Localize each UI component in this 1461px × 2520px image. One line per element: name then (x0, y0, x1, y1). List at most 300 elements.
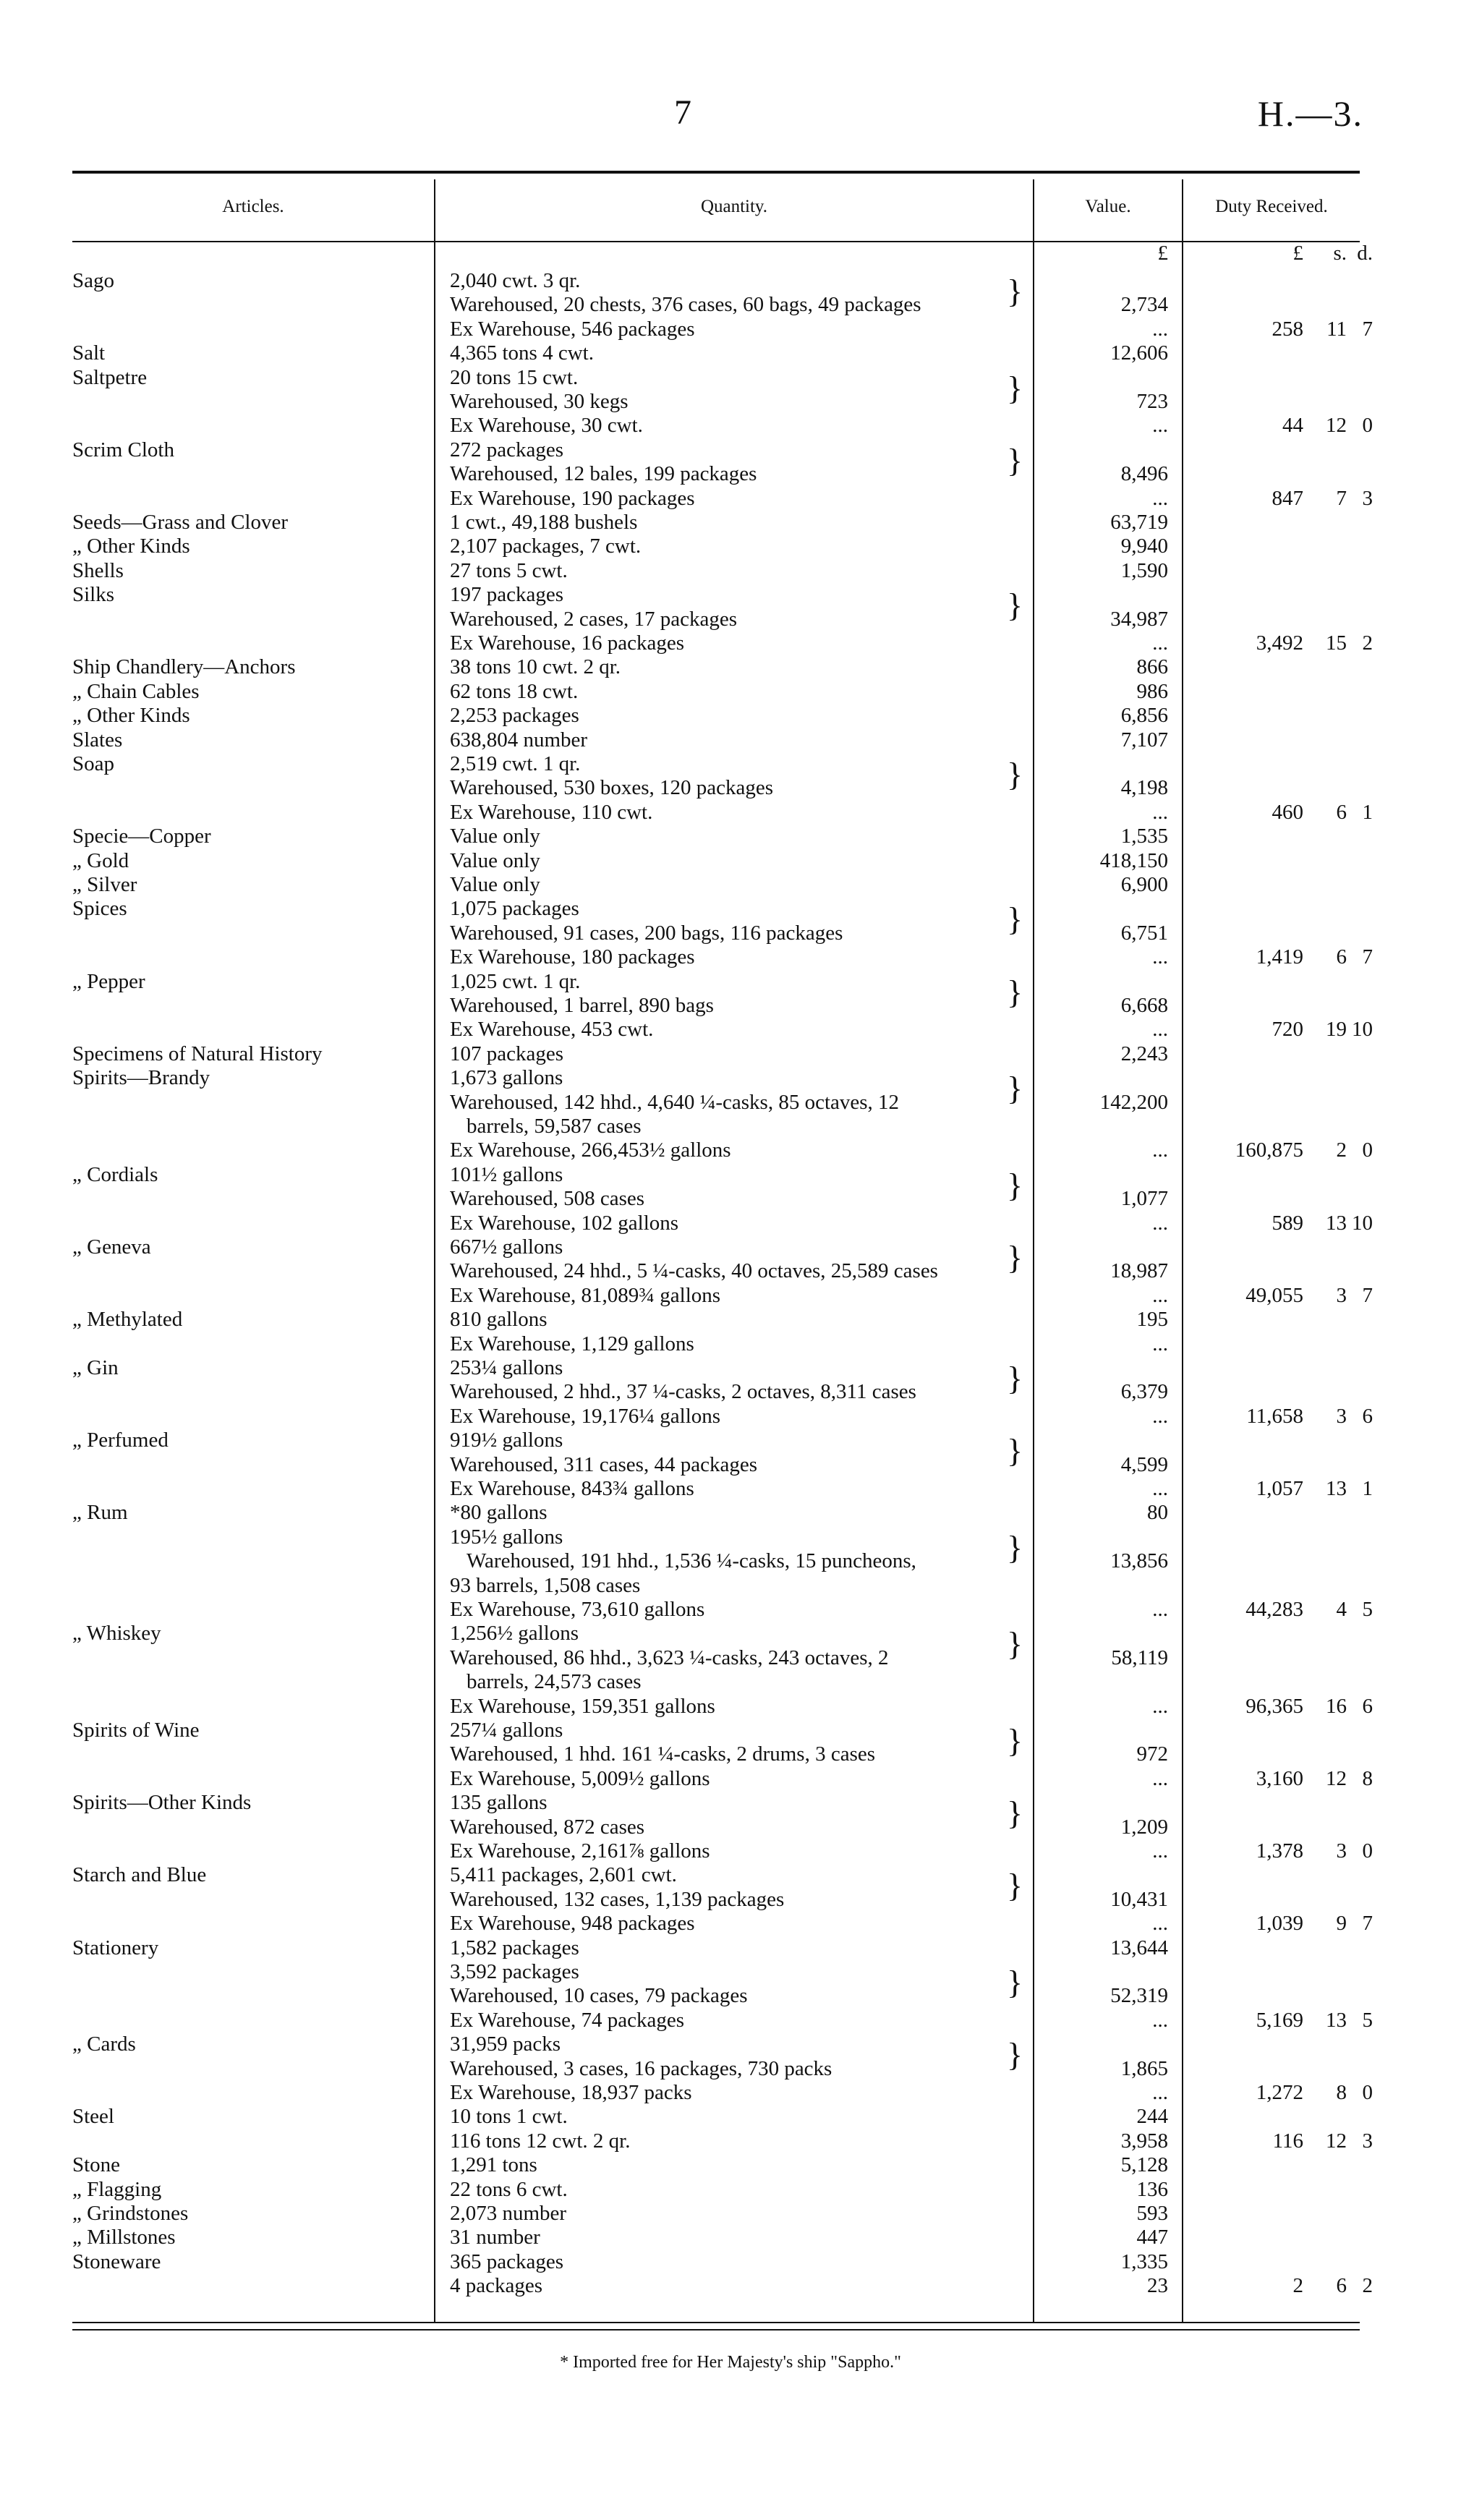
brace-glyph: } (1007, 1795, 1023, 1831)
quantity-cell: 197 packages (450, 583, 564, 606)
duty-pounds-cell: 460 (1272, 801, 1303, 824)
table-row (0, 1042, 1461, 1066)
table-row (0, 1115, 1461, 1138)
duty-pence-cell: 5 (1362, 1598, 1373, 1621)
quantity-cell: 101½ gallons (450, 1163, 563, 1186)
article-cell: „ Cards (72, 2032, 136, 2056)
quantity-cell: 810 gallons (450, 1308, 548, 1331)
value-cell: 6,856 (1120, 704, 1168, 727)
table-row (0, 921, 1461, 945)
quantity-cell: Ex Warehouse, 5,009½ gallons (450, 1767, 710, 1790)
quantity-cell: 1,025 cwt. 1 qr. (450, 970, 581, 993)
quantity-cell: 107 packages (450, 1042, 564, 1065)
quantity-cell: 4,365 tons 4 cwt. (450, 341, 594, 365)
value-cell: 866 (1136, 655, 1168, 678)
value-cell: ... (1152, 2009, 1168, 2032)
quantity-cell: 135 gallons (450, 1791, 548, 1814)
quantity-cell: 272 packages (450, 438, 564, 461)
value-cell: ... (1152, 1212, 1168, 1235)
value-cell: ... (1152, 1332, 1168, 1355)
article-cell: Soap (72, 752, 114, 775)
value-cell: 2,243 (1120, 1042, 1168, 1065)
quantity-cell: Warehoused, 3 cases, 16 packages, 730 packs (450, 2057, 832, 2080)
quantity-cell: Warehoused, 30 kegs (450, 390, 629, 413)
value-cell: 7,107 (1120, 728, 1168, 752)
table-row (0, 2009, 1461, 2032)
quantity-cell: Ex Warehouse, 102 gallons (450, 1212, 679, 1235)
value-cell: 244 (1136, 2105, 1168, 2128)
currency-row (0, 242, 1461, 265)
currency-pound-value: £ (1157, 242, 1168, 265)
table-row (0, 1839, 1461, 1863)
article-cell: „ Methylated (72, 1308, 183, 1331)
quantity-cell: barrels, 24,573 cases (467, 1670, 642, 1693)
value-cell: ... (1152, 1405, 1168, 1428)
quantity-cell: Warehoused, 1 hhd. 161 ¼-casks, 2 drums, 3 cases (450, 1742, 876, 1766)
table-row (0, 1574, 1461, 1598)
article-cell: „ Whiskey (72, 1622, 161, 1645)
quantity-cell: 22 tons 6 cwt. (450, 2178, 568, 2201)
table-row (0, 2057, 1461, 2081)
table-row (0, 1066, 1461, 1090)
article-cell: Stationery (72, 1936, 159, 1959)
value-cell: 52,319 (1110, 1984, 1168, 2007)
value-cell: 1,865 (1120, 2057, 1168, 2080)
article-cell: „ Perfumed (72, 1429, 169, 1452)
value-cell: 418,150 (1099, 849, 1168, 872)
duty-pence-cell: 7 (1362, 1284, 1373, 1307)
table-row (0, 1549, 1461, 1573)
value-cell: ... (1152, 801, 1168, 824)
duty-pounds-cell: 720 (1272, 1018, 1303, 1041)
duty-pounds-cell: 11,658 (1246, 1405, 1303, 1428)
quantity-cell: 2,073 number (450, 2202, 567, 2225)
value-cell: 18,987 (1110, 1259, 1168, 1282)
article-cell: „ Grindstones (72, 2202, 189, 2225)
brace-glyph: } (1007, 1167, 1023, 1204)
quantity-cell: Ex Warehouse, 190 packages (450, 487, 695, 510)
quantity-cell: 1,075 packages (450, 897, 579, 920)
duty-shillings-cell: 16 (1326, 1695, 1347, 1718)
table-row (0, 1622, 1461, 1646)
quantity-cell: 5,411 packages, 2,601 cwt. (450, 1863, 677, 1886)
table-row (0, 1380, 1461, 1404)
quantity-cell: Warehoused, 20 chests, 376 cases, 60 bags, 49 packages (450, 293, 921, 316)
duty-shillings-cell: 2 (1336, 1138, 1347, 1162)
brace-glyph: } (1007, 1964, 1023, 2001)
article-cell: „ Millstones (72, 2226, 176, 2249)
value-cell: 8,496 (1120, 462, 1168, 485)
duty-pence-cell: 10 (1352, 1018, 1373, 1041)
value-cell: ... (1152, 1839, 1168, 1863)
brace-glyph: } (1007, 1529, 1023, 1566)
article-cell: „ Geneva (72, 1235, 151, 1259)
table-row (0, 1646, 1461, 1670)
brace-glyph: } (1007, 370, 1023, 406)
currency-pound-duty: £ (1292, 242, 1303, 265)
table-row (0, 2081, 1461, 2105)
table-row (0, 2105, 1461, 2129)
quantity-cell: 2,040 cwt. 3 qr. (450, 269, 581, 292)
article-cell: Specie—Copper (72, 825, 211, 848)
table-row (0, 776, 1461, 800)
quantity-cell: Ex Warehouse, 74 packages (450, 2009, 685, 2032)
article-cell: Steel (72, 2105, 114, 2128)
table-row (0, 945, 1461, 969)
duty-shillings-cell: 8 (1336, 2081, 1347, 2104)
value-cell: ... (1152, 1477, 1168, 1500)
article-cell: Ship Chandlery—Anchors (72, 655, 296, 678)
quantity-cell: Warehoused, 91 cases, 200 bags, 116 packages (450, 921, 843, 945)
brace-glyph: } (1007, 1070, 1023, 1107)
duty-pounds-cell: 3,160 (1256, 1767, 1303, 1790)
quantity-cell: Warehoused, 10 cases, 79 packages (450, 1984, 748, 2007)
value-cell: 58,119 (1111, 1646, 1168, 1669)
duty-shillings-cell: 19 (1326, 1018, 1347, 1041)
table-row (0, 487, 1461, 511)
quantity-cell: Ex Warehouse, 948 packages (450, 1912, 695, 1935)
table-row (0, 655, 1461, 679)
bottom-rule (72, 2322, 1360, 2323)
value-cell: 1,335 (1120, 2250, 1168, 2273)
duty-pounds-cell: 44 (1282, 414, 1303, 437)
quantity-cell: 3,592 packages (450, 1960, 579, 1983)
duty-pounds-cell: 1,272 (1256, 2081, 1303, 2104)
table-row (0, 1695, 1461, 1719)
brace-glyph: } (1007, 2036, 1023, 2073)
brace-glyph: } (1007, 974, 1023, 1010)
table-row (0, 1284, 1461, 1308)
value-cell: 6,751 (1120, 921, 1168, 945)
table-row (0, 1742, 1461, 1766)
duty-pounds-cell: 5,169 (1256, 2009, 1303, 2032)
brace-glyph: } (1007, 1867, 1023, 1904)
value-cell: ... (1152, 631, 1168, 655)
quantity-cell: Warehoused, 191 hhd., 1,536 ¼-casks, 15 puncheons, (467, 1549, 916, 1572)
value-cell: 9,940 (1120, 535, 1168, 558)
duty-shillings-cell: 12 (1326, 414, 1347, 437)
duty-pounds-cell: 160,875 (1235, 1138, 1303, 1162)
value-cell: 13,644 (1110, 1936, 1168, 1959)
table-row (0, 341, 1461, 365)
article-cell: Starch and Blue (72, 1863, 207, 1886)
quantity-cell: 1,673 gallons (450, 1066, 563, 1089)
value-cell: 1,209 (1120, 1815, 1168, 1839)
duty-shillings-cell: 15 (1326, 631, 1347, 655)
quantity-cell: 638,804 number (450, 728, 588, 752)
table-row (0, 1670, 1461, 1694)
table-row (0, 390, 1461, 414)
article-cell: Sago (72, 269, 114, 292)
quantity-cell: 253¼ gallons (450, 1356, 563, 1379)
table-row (0, 1598, 1461, 1622)
quantity-cell: Ex Warehouse, 180 packages (450, 945, 695, 969)
quantity-cell: 10 tons 1 cwt. (450, 2105, 568, 2128)
page-reference: H.—3. (1257, 93, 1363, 134)
table-row (0, 1525, 1461, 1549)
table-row (0, 1501, 1461, 1525)
quantity-cell: Value only (450, 825, 540, 848)
table-row (0, 559, 1461, 583)
table-row (0, 704, 1461, 728)
quantity-cell: 195½ gallons (450, 1525, 563, 1549)
value-cell: 4,599 (1120, 1453, 1168, 1476)
table-row (0, 1018, 1461, 1042)
quantity-cell: Warehoused, 311 cases, 44 packages (450, 1453, 757, 1476)
table-row (0, 1259, 1461, 1283)
article-cell: Silks (72, 583, 115, 606)
article-cell: „ Cordials (72, 1163, 158, 1186)
quantity-cell: *80 gallons (450, 1501, 548, 1524)
value-cell: ... (1152, 945, 1168, 969)
table-row (0, 511, 1461, 535)
table-row (0, 1767, 1461, 1791)
value-cell: ... (1152, 1018, 1168, 1041)
table-row (0, 535, 1461, 558)
duty-shillings-cell: 3 (1336, 1284, 1347, 1307)
table-row (0, 1719, 1461, 1742)
quantity-cell: 2,107 packages, 7 cwt. (450, 535, 642, 558)
article-cell: Seeds—Grass and Clover (72, 511, 289, 534)
page-number: 7 (674, 93, 691, 132)
quantity-cell: Ex Warehouse, 1,129 gallons (450, 1332, 694, 1355)
value-cell: ... (1152, 414, 1168, 437)
table-row (0, 849, 1461, 873)
table-row (0, 752, 1461, 776)
quantity-cell: Warehoused, 2 cases, 17 packages (450, 608, 738, 631)
footnote: * Imported free for Her Majesty's ship "Sappho." (560, 2353, 901, 2372)
value-cell: 5,128 (1120, 2153, 1168, 2176)
quantity-cell: 31,959 packs (450, 2032, 561, 2056)
table-row (0, 1308, 1461, 1332)
value-cell: 1,535 (1120, 825, 1168, 848)
value-cell: ... (1152, 1284, 1168, 1307)
currency-shillings: s. (1333, 242, 1347, 265)
quantity-cell: Ex Warehouse, 81,089¾ gallons (450, 1284, 721, 1307)
table-row (0, 1453, 1461, 1477)
duty-pence-cell: 2 (1362, 2274, 1373, 2297)
col-header-quantity: Quantity. (700, 197, 768, 216)
table-row (0, 825, 1461, 848)
article-cell: „ Silver (72, 873, 137, 896)
article-cell: „ Flagging (72, 2178, 162, 2201)
quantity-cell: 257¼ gallons (450, 1719, 563, 1742)
duty-shillings-cell: 4 (1336, 1598, 1347, 1621)
duty-shillings-cell: 13 (1326, 2009, 1347, 2032)
quantity-cell: 2,253 packages (450, 704, 579, 727)
quantity-cell: 2,519 cwt. 1 qr. (450, 752, 581, 775)
brace-glyph: } (1007, 901, 1023, 937)
table-row (0, 2178, 1461, 2202)
table-row (0, 994, 1461, 1018)
value-cell: 447 (1136, 2226, 1168, 2249)
quantity-cell: 667½ gallons (450, 1235, 563, 1259)
value-cell: 3,958 (1120, 2129, 1168, 2153)
duty-pounds-cell: 2 (1292, 2274, 1303, 2297)
article-cell: „ Gin (72, 1356, 119, 1379)
quantity-cell: 1 cwt., 49,188 bushels (450, 511, 638, 534)
duty-shillings-cell: 6 (1336, 2274, 1347, 2297)
quantity-cell: 27 tons 5 cwt. (450, 559, 568, 582)
bottom-rule-2 (72, 2329, 1360, 2330)
quantity-cell: 20 tons 15 cwt. (450, 366, 579, 389)
article-cell: Scrim Cloth (72, 438, 174, 461)
quantity-cell: barrels, 59,587 cases (467, 1115, 642, 1138)
table-row (0, 970, 1461, 994)
quantity-cell: Warehoused, 872 cases (450, 1815, 645, 1839)
table-row (0, 2153, 1461, 2177)
table-row (0, 2202, 1461, 2226)
quantity-cell: Ex Warehouse, 73,610 gallons (450, 1598, 705, 1621)
duty-pence-cell: 0 (1362, 2081, 1373, 2104)
quantity-cell: Ex Warehouse, 30 cwt. (450, 414, 643, 437)
duty-pounds-cell: 44,283 (1245, 1598, 1303, 1621)
table-row (0, 728, 1461, 752)
value-cell: 6,900 (1120, 873, 1168, 896)
table-row (0, 631, 1461, 655)
duty-pence-cell: 2 (1362, 631, 1373, 655)
quantity-cell: Warehoused, 12 bales, 199 packages (450, 462, 757, 485)
duty-shillings-cell: 6 (1336, 945, 1347, 969)
quantity-cell: 62 tons 18 cwt. (450, 680, 579, 703)
value-cell: 13,856 (1110, 1549, 1168, 1572)
currency-pence: d. (1357, 242, 1373, 265)
quantity-cell: 4 packages (450, 2274, 543, 2297)
article-cell: Spices (72, 897, 127, 920)
duty-pence-cell: 5 (1362, 2009, 1373, 2032)
duty-pounds-cell: 96,365 (1245, 1695, 1303, 1718)
value-cell: ... (1152, 1695, 1168, 1718)
quantity-cell: 31 number (450, 2226, 540, 2249)
col-header-value: Value. (1085, 197, 1131, 216)
value-cell: ... (1152, 2081, 1168, 2104)
article-cell: Spirits of Wine (72, 1719, 200, 1742)
table-row (0, 1984, 1461, 2008)
table-row (0, 873, 1461, 897)
table-row (0, 1791, 1461, 1815)
quantity-cell: Ex Warehouse, 159,351 gallons (450, 1695, 715, 1718)
table-row (0, 1187, 1461, 1211)
table-row (0, 366, 1461, 390)
table-row (0, 2129, 1461, 2153)
table-row (0, 2250, 1461, 2274)
duty-pounds-cell: 1,419 (1256, 945, 1303, 969)
quantity-cell: Warehoused, 24 hhd., 5 ¼-casks, 40 octaves, 25,589 cases (450, 1259, 938, 1282)
value-cell: 63,719 (1110, 511, 1168, 534)
quantity-cell: 1,291 tons (450, 2153, 537, 2176)
table-row (0, 462, 1461, 486)
table-row (0, 2274, 1461, 2298)
table-row (0, 1405, 1461, 1429)
table-row (0, 1936, 1461, 1960)
table-row (0, 1912, 1461, 1936)
quantity-cell: 919½ gallons (450, 1429, 563, 1452)
quantity-cell: Ex Warehouse, 18,937 packs (450, 2081, 692, 2104)
table-row (0, 1332, 1461, 1356)
value-cell: 6,379 (1120, 1380, 1168, 1403)
quantity-cell: 365 packages (450, 2250, 564, 2273)
table-row (0, 1429, 1461, 1452)
duty-shillings-cell: 6 (1336, 801, 1347, 824)
quantity-cell: 1,582 packages (450, 1936, 579, 1959)
quantity-cell: Warehoused, 1 barrel, 890 bags (450, 994, 714, 1017)
quantity-cell: Value only (450, 873, 540, 896)
table-row (0, 438, 1461, 462)
duty-pence-cell: 8 (1362, 1767, 1373, 1790)
brace-glyph: } (1007, 273, 1023, 310)
table-row (0, 1138, 1461, 1162)
value-cell: 2,734 (1120, 293, 1168, 316)
brace-glyph: } (1007, 1625, 1023, 1662)
value-cell: 723 (1136, 390, 1168, 413)
col-header-articles: Articles. (222, 197, 284, 216)
value-cell: ... (1152, 1767, 1168, 1790)
value-cell: 593 (1136, 2202, 1168, 2225)
table-row (0, 1888, 1461, 1912)
value-cell: 4,198 (1120, 776, 1168, 799)
table-row (0, 414, 1461, 438)
duty-pence-cell: 1 (1362, 1477, 1373, 1500)
duty-pence-cell: 1 (1362, 801, 1373, 824)
brace-glyph: } (1007, 587, 1023, 623)
article-cell: Salt (72, 341, 106, 365)
article-cell: Stoneware (72, 2250, 161, 2273)
article-cell: Specimens of Natural History (72, 1042, 323, 1065)
value-cell: 136 (1136, 2178, 1168, 2201)
value-cell: 34,987 (1110, 608, 1168, 631)
article-cell: Spirits—Other Kinds (72, 1791, 252, 1814)
value-cell: ... (1152, 318, 1168, 341)
duty-shillings-cell: 7 (1336, 487, 1347, 510)
table-row (0, 2032, 1461, 2056)
quantity-cell: Warehoused, 142 hhd., 4,640 ¼-casks, 85 octaves, 12 (450, 1091, 900, 1114)
col-header-duty: Duty Received. (1215, 197, 1328, 216)
table-row (0, 801, 1461, 825)
value-cell: 142,200 (1099, 1091, 1168, 1114)
table-row (0, 1863, 1461, 1887)
table-row (0, 1163, 1461, 1187)
duty-pence-cell: 7 (1362, 945, 1373, 969)
value-cell: ... (1152, 1912, 1168, 1935)
quantity-cell: Ex Warehouse, 19,176¼ gallons (450, 1405, 721, 1428)
table-row (0, 1212, 1461, 1235)
duty-pence-cell: 7 (1362, 318, 1373, 341)
duty-shillings-cell: 9 (1336, 1912, 1347, 1935)
duty-pounds-cell: 1,378 (1256, 1839, 1303, 1863)
brace-glyph: } (1007, 1722, 1023, 1759)
duty-pence-cell: 6 (1362, 1405, 1373, 1428)
table-row (0, 1091, 1461, 1115)
article-cell: „ Other Kinds (72, 535, 190, 558)
article-cell: Saltpetre (72, 366, 148, 389)
brace-glyph: } (1007, 756, 1023, 793)
value-cell: 12,606 (1110, 341, 1168, 365)
duty-shillings-cell: 12 (1326, 1767, 1347, 1790)
duty-shillings-cell: 13 (1326, 1212, 1347, 1235)
value-cell: 6,668 (1120, 994, 1168, 1017)
table-row (0, 1235, 1461, 1259)
duty-shillings-cell: 11 (1326, 318, 1347, 341)
table-row (0, 1815, 1461, 1839)
quantity-cell: Ex Warehouse, 453 cwt. (450, 1018, 654, 1041)
brace-glyph: } (1007, 1432, 1023, 1469)
duty-pence-cell: 0 (1362, 1138, 1373, 1162)
duty-pence-cell: 0 (1362, 414, 1373, 437)
value-cell: 80 (1147, 1501, 1168, 1524)
quantity-cell: Warehoused, 508 cases (450, 1187, 645, 1210)
quantity-cell: Ex Warehouse, 266,453½ gallons (450, 1138, 731, 1162)
brace-glyph: } (1007, 442, 1023, 479)
